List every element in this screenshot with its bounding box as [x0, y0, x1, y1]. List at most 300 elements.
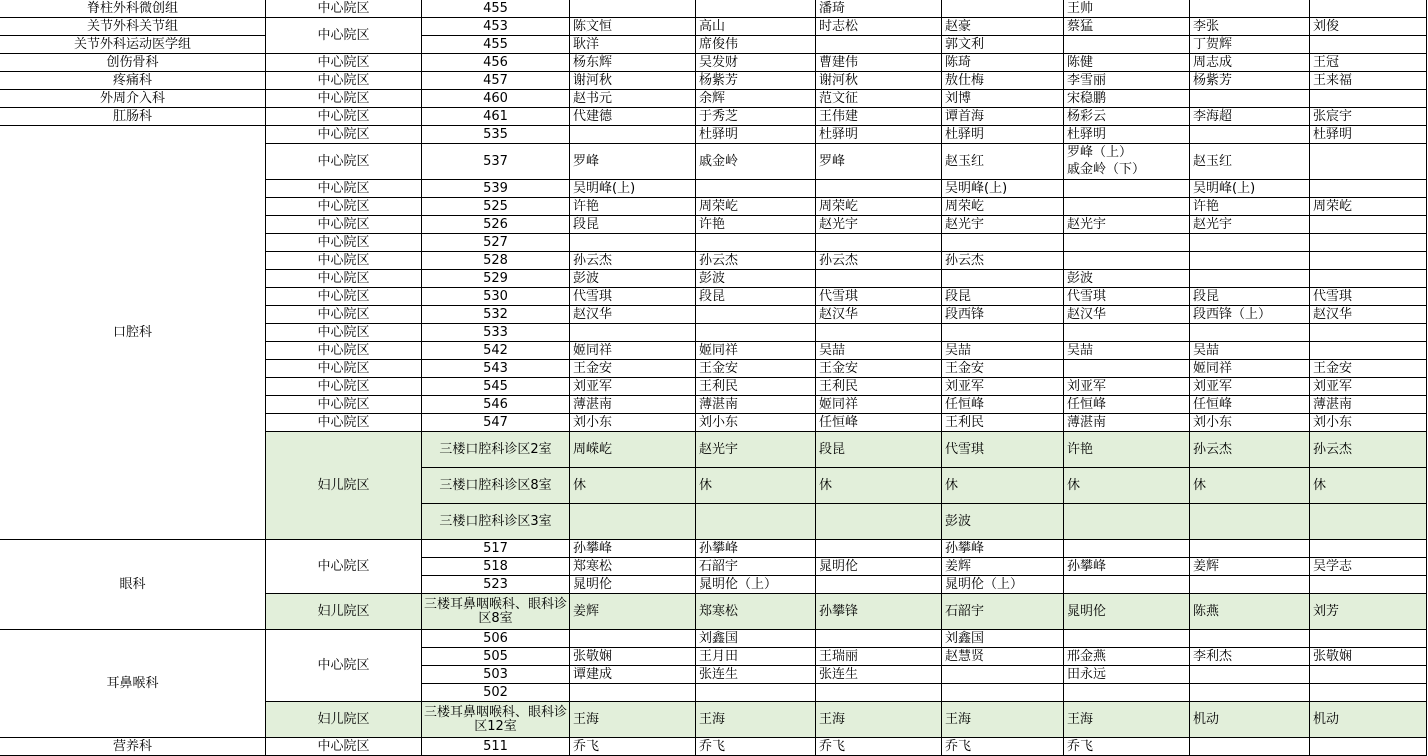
doctor-cell: 席俊伟	[696, 36, 816, 54]
campus-cell: 中心院区	[266, 216, 422, 234]
campus-cell: 中心院区	[266, 396, 422, 414]
department-cell: 肛肠科	[0, 108, 266, 126]
doctor-cell: 刘小东	[1310, 414, 1427, 432]
doctor-cell: 代雪琪	[816, 288, 942, 306]
doctor-cell: 王利民	[696, 378, 816, 396]
doctor-cell: 杜驿明	[816, 126, 942, 144]
doctor-cell: 段西锋	[942, 306, 1064, 324]
doctor-cell: 吴明峰(上)	[1190, 180, 1310, 198]
doctor-cell: 郑寒松	[570, 558, 696, 576]
doctor-cell: 杜驿明	[942, 126, 1064, 144]
doctor-cell: 谭建成	[570, 666, 696, 684]
doctor-cell: 机动	[1190, 702, 1310, 738]
doctor-cell: 吴喆	[1190, 342, 1310, 360]
doctor-cell	[1310, 324, 1427, 342]
doctor-cell	[1190, 630, 1310, 648]
doctor-cell: 孙云杰	[696, 252, 816, 270]
room-cell: 547	[422, 414, 570, 432]
doctor-cell: 刘亚军	[1310, 378, 1427, 396]
doctor-cell: 罗峰（上） 戚金岭（下）	[1064, 144, 1190, 180]
room-cell: 456	[422, 54, 570, 72]
doctor-cell: 郑寒松	[696, 594, 816, 630]
doctor-cell: 赵汉华	[816, 306, 942, 324]
doctor-cell: 孙云杰	[1310, 432, 1427, 468]
doctor-cell	[570, 126, 696, 144]
room-cell: 539	[422, 180, 570, 198]
room-cell: 525	[422, 198, 570, 216]
campus-cell: 中心院区	[266, 18, 422, 54]
doctor-cell: 杜驿明	[696, 126, 816, 144]
doctor-cell: 赵光宇	[816, 216, 942, 234]
doctor-cell	[1310, 684, 1427, 702]
doctor-cell: 赵光宇	[942, 216, 1064, 234]
doctor-cell: 孙云杰	[570, 252, 696, 270]
room-cell: 535	[422, 126, 570, 144]
doctor-cell	[942, 234, 1064, 252]
doctor-cell	[816, 630, 942, 648]
doctor-cell	[1190, 684, 1310, 702]
doctor-cell: 邢金燕	[1064, 648, 1190, 666]
doctor-cell	[1064, 252, 1190, 270]
doctor-cell: 代建德	[570, 108, 696, 126]
doctor-cell: 宋稳鹏	[1064, 90, 1190, 108]
doctor-cell	[1064, 324, 1190, 342]
doctor-cell	[1190, 738, 1310, 756]
room-cell: 518	[422, 558, 570, 576]
doctor-cell: 段昆	[1190, 288, 1310, 306]
doctor-cell: 任恒峰	[1064, 396, 1190, 414]
doctor-cell: 杜驿明	[1064, 126, 1190, 144]
room-cell: 545	[422, 378, 570, 396]
doctor-cell: 时志松	[816, 18, 942, 36]
doctor-cell	[570, 504, 696, 540]
doctor-cell: 段昆	[942, 288, 1064, 306]
doctor-cell	[1310, 144, 1427, 180]
doctor-cell: 吴喆	[816, 342, 942, 360]
department-cell: 关节外科运动医学组	[0, 36, 266, 54]
campus-cell: 中心院区	[266, 180, 422, 198]
doctor-cell	[696, 504, 816, 540]
doctor-cell	[1310, 738, 1427, 756]
doctor-cell: 李张	[1190, 18, 1310, 36]
doctor-cell: 代雪琪	[1064, 288, 1190, 306]
doctor-cell: 孙云杰	[942, 252, 1064, 270]
doctor-cell: 彭波	[696, 270, 816, 288]
doctor-cell: 罗峰	[816, 144, 942, 180]
doctor-cell: 蔡猛	[1064, 18, 1190, 36]
doctor-cell: 王海	[696, 702, 816, 738]
doctor-cell: 许艳	[1190, 198, 1310, 216]
doctor-cell: 休	[1310, 468, 1427, 504]
doctor-cell: 赵慧贤	[942, 648, 1064, 666]
doctor-cell: 曹建伟	[816, 54, 942, 72]
doctor-cell: 张宸宇	[1310, 108, 1427, 126]
doctor-cell: 刘小东	[570, 414, 696, 432]
doctor-cell: 刘鑫国	[696, 630, 816, 648]
doctor-cell	[816, 684, 942, 702]
doctor-cell	[942, 684, 1064, 702]
doctor-cell	[1190, 504, 1310, 540]
doctor-cell: 晁明伦	[1064, 594, 1190, 630]
doctor-cell: 孙攀峰	[942, 540, 1064, 558]
room-cell: 461	[422, 108, 570, 126]
doctor-cell	[1310, 270, 1427, 288]
doctor-cell: 吴明峰(上)	[942, 180, 1064, 198]
doctor-cell	[816, 180, 942, 198]
campus-cell: 中心院区	[266, 54, 422, 72]
doctor-cell: 休	[1064, 468, 1190, 504]
doctor-cell	[1310, 36, 1427, 54]
doctor-cell: 吴发财	[696, 54, 816, 72]
doctor-cell: 晁明伦	[816, 558, 942, 576]
doctor-cell: 乔飞	[816, 738, 942, 756]
doctor-cell: 许艳	[570, 198, 696, 216]
doctor-cell: 休	[696, 468, 816, 504]
doctor-cell: 乔飞	[942, 738, 1064, 756]
doctor-cell	[1310, 180, 1427, 198]
doctor-cell: 刘亚军	[1064, 378, 1190, 396]
doctor-cell	[696, 0, 816, 18]
doctor-cell: 赵豪	[942, 18, 1064, 36]
department-cell: 外周介入科	[0, 90, 266, 108]
doctor-cell: 谢河秋	[816, 72, 942, 90]
doctor-cell: 陈琦	[942, 54, 1064, 72]
doctor-cell: 石韶宇	[696, 558, 816, 576]
campus-cell: 中心院区	[266, 0, 422, 18]
room-cell: 523	[422, 576, 570, 594]
doctor-cell: 潘琦	[816, 0, 942, 18]
department-cell: 疼痛科	[0, 72, 266, 90]
room-cell: 460	[422, 90, 570, 108]
doctor-cell: 乔飞	[1064, 738, 1190, 756]
doctor-cell: 王月田	[696, 648, 816, 666]
room-cell: 517	[422, 540, 570, 558]
doctor-cell: 机动	[1310, 702, 1427, 738]
doctor-cell	[1190, 0, 1310, 18]
room-cell: 543	[422, 360, 570, 378]
campus-cell: 中心院区	[266, 360, 422, 378]
doctor-cell: 王海	[942, 702, 1064, 738]
doctor-cell	[1064, 360, 1190, 378]
doctor-cell: 晁明伦（上）	[696, 576, 816, 594]
doctor-cell	[1190, 234, 1310, 252]
doctor-cell: 任恒峰	[1190, 396, 1310, 414]
doctor-cell	[1310, 0, 1427, 18]
doctor-cell: 吴明峰(上)	[570, 180, 696, 198]
doctor-cell	[1064, 198, 1190, 216]
doctor-cell	[570, 630, 696, 648]
doctor-cell: 孙攀锋	[816, 594, 942, 630]
doctor-cell	[696, 324, 816, 342]
doctor-cell: 陈燕	[1190, 594, 1310, 630]
doctor-cell: 杨紫芳	[696, 72, 816, 90]
doctor-cell	[1310, 666, 1427, 684]
doctor-cell: 姬同祥	[696, 342, 816, 360]
campus-cell: 中心院区	[266, 108, 422, 126]
doctor-cell: 孙攀峰	[570, 540, 696, 558]
campus-cell: 妇儿院区	[266, 702, 422, 738]
department-cell: 创伤骨科	[0, 54, 266, 72]
campus-cell: 中心院区	[266, 90, 422, 108]
doctor-cell: 张敬娴	[1310, 648, 1427, 666]
doctor-cell	[942, 0, 1064, 18]
doctor-cell: 赵书元	[570, 90, 696, 108]
doctor-cell: 王金安	[696, 360, 816, 378]
doctor-cell: 田永远	[1064, 666, 1190, 684]
doctor-cell	[942, 324, 1064, 342]
doctor-cell: 刘亚军	[570, 378, 696, 396]
doctor-cell: 休	[942, 468, 1064, 504]
doctor-cell	[816, 234, 942, 252]
campus-cell: 中心院区	[266, 414, 422, 432]
department-cell: 脊柱外科微创组	[0, 0, 266, 18]
doctor-cell: 王金安	[942, 360, 1064, 378]
doctor-cell	[1064, 36, 1190, 54]
doctor-cell	[1190, 126, 1310, 144]
campus-cell: 中心院区	[266, 306, 422, 324]
doctor-cell: 代雪琪	[942, 432, 1064, 468]
room-cell: 527	[422, 234, 570, 252]
doctor-cell: 丁贺辉	[1190, 36, 1310, 54]
doctor-cell: 刘俊	[1310, 18, 1427, 36]
doctor-cell: 姬同祥	[816, 396, 942, 414]
doctor-cell	[816, 540, 942, 558]
room-cell: 546	[422, 396, 570, 414]
doctor-cell	[696, 180, 816, 198]
doctor-cell	[1190, 270, 1310, 288]
campus-cell: 中心院区	[266, 126, 422, 144]
doctor-cell	[942, 270, 1064, 288]
doctor-cell: 王冠	[1310, 54, 1427, 72]
doctor-cell	[570, 324, 696, 342]
doctor-cell: 李海超	[1190, 108, 1310, 126]
doctor-cell: 姜辉	[570, 594, 696, 630]
doctor-cell: 周荣屹	[1310, 198, 1427, 216]
doctor-cell: 许艳	[696, 216, 816, 234]
department-cell: 关节外科关节组	[0, 18, 266, 36]
doctor-cell: 周荣屹	[696, 198, 816, 216]
doctor-cell: 张连生	[696, 666, 816, 684]
doctor-cell: 赵光宇	[1190, 216, 1310, 234]
doctor-cell: 休	[570, 468, 696, 504]
doctor-cell: 周荣屹	[942, 198, 1064, 216]
room-cell: 505	[422, 648, 570, 666]
doctor-cell: 王海	[570, 702, 696, 738]
campus-cell: 中心院区	[266, 288, 422, 306]
doctor-cell: 王瑞丽	[816, 648, 942, 666]
doctor-cell: 段昆	[696, 288, 816, 306]
doctor-cell: 敖仕梅	[942, 72, 1064, 90]
doctor-cell: 乔飞	[570, 738, 696, 756]
doctor-cell: 代雪琪	[1310, 288, 1427, 306]
doctor-cell	[816, 576, 942, 594]
doctor-cell: 刘博	[942, 90, 1064, 108]
doctor-cell: 谭首海	[942, 108, 1064, 126]
campus-cell: 妇儿院区	[266, 432, 422, 540]
doctor-cell	[1310, 630, 1427, 648]
doctor-cell: 罗峰	[570, 144, 696, 180]
doctor-cell: 吴学志	[1310, 558, 1427, 576]
department-cell: 营养科	[0, 738, 266, 756]
doctor-cell: 王帅	[1064, 0, 1190, 18]
doctor-cell	[1190, 540, 1310, 558]
doctor-cell	[1310, 540, 1427, 558]
doctor-cell: 姬同祥	[570, 342, 696, 360]
doctor-cell: 余辉	[696, 90, 816, 108]
doctor-cell: 赵玉红	[1190, 144, 1310, 180]
doctor-cell: 姬同祥	[1190, 360, 1310, 378]
doctor-cell	[1310, 216, 1427, 234]
doctor-cell: 陈健	[1064, 54, 1190, 72]
doctor-cell: 彭波	[1064, 270, 1190, 288]
doctor-cell: 杜驿明	[1310, 126, 1427, 144]
campus-cell: 中心院区	[266, 342, 422, 360]
doctor-cell: 赵光宇	[696, 432, 816, 468]
campus-cell: 中心院区	[266, 252, 422, 270]
room-cell: 532	[422, 306, 570, 324]
doctor-cell: 晁明伦	[570, 576, 696, 594]
doctor-cell: 王金安	[1310, 360, 1427, 378]
room-cell: 457	[422, 72, 570, 90]
department-cell: 眼科	[0, 540, 266, 630]
room-cell: 三楼口腔科诊区2室	[422, 432, 570, 468]
doctor-cell	[816, 504, 942, 540]
doctor-cell: 孙攀峰	[1064, 558, 1190, 576]
room-cell: 526	[422, 216, 570, 234]
room-cell: 528	[422, 252, 570, 270]
campus-cell: 妇儿院区	[266, 594, 422, 630]
doctor-cell: 李利杰	[1190, 648, 1310, 666]
doctor-cell	[1310, 252, 1427, 270]
doctor-cell: 段西锋（上）	[1190, 306, 1310, 324]
doctor-cell: 刘小东	[696, 414, 816, 432]
doctor-cell	[1064, 684, 1190, 702]
doctor-cell: 薄湛南	[1064, 414, 1190, 432]
doctor-cell: 石韶宇	[942, 594, 1064, 630]
doctor-cell: 周嵘屹	[570, 432, 696, 468]
doctor-cell: 休	[816, 468, 942, 504]
doctor-cell	[1190, 324, 1310, 342]
doctor-cell: 赵玉红	[942, 144, 1064, 180]
room-cell: 533	[422, 324, 570, 342]
room-cell: 530	[422, 288, 570, 306]
doctor-cell: 休	[1190, 468, 1310, 504]
room-cell: 455	[422, 36, 570, 54]
campus-cell: 中心院区	[266, 72, 422, 90]
doctor-cell: 王利民	[816, 378, 942, 396]
department-cell: 耳鼻喉科	[0, 630, 266, 738]
doctor-cell: 任恒峰	[816, 414, 942, 432]
doctor-cell	[1190, 252, 1310, 270]
doctor-cell: 薄湛南	[570, 396, 696, 414]
doctor-cell: 戚金岭	[696, 144, 816, 180]
doctor-cell: 于秀芝	[696, 108, 816, 126]
doctor-cell: 李雪丽	[1064, 72, 1190, 90]
doctor-cell: 段昆	[570, 216, 696, 234]
doctor-cell: 王利民	[942, 414, 1064, 432]
doctor-cell: 吴喆	[1064, 342, 1190, 360]
doctor-cell	[1064, 234, 1190, 252]
doctor-cell: 刘鑫国	[942, 630, 1064, 648]
campus-cell: 中心院区	[266, 270, 422, 288]
doctor-cell: 任恒峰	[942, 396, 1064, 414]
doctor-cell: 代雪琪	[570, 288, 696, 306]
campus-cell: 中心院区	[266, 378, 422, 396]
doctor-cell	[1064, 540, 1190, 558]
doctor-cell: 刘芳	[1310, 594, 1427, 630]
doctor-cell: 杨彩云	[1064, 108, 1190, 126]
doctor-cell: 赵汉华	[570, 306, 696, 324]
doctor-cell: 段昆	[816, 432, 942, 468]
doctor-cell: 孙攀峰	[696, 540, 816, 558]
room-cell: 511	[422, 738, 570, 756]
doctor-cell: 许艳	[1064, 432, 1190, 468]
doctor-cell	[570, 0, 696, 18]
doctor-cell: 王伟建	[816, 108, 942, 126]
doctor-cell: 刘亚军	[1190, 378, 1310, 396]
doctor-cell: 赵汉华	[1310, 306, 1427, 324]
doctor-cell	[816, 324, 942, 342]
doctor-cell: 周志成	[1190, 54, 1310, 72]
campus-cell: 中心院区	[266, 324, 422, 342]
campus-cell: 中心院区	[266, 234, 422, 252]
room-cell: 529	[422, 270, 570, 288]
doctor-cell: 吴喆	[942, 342, 1064, 360]
doctor-cell: 高山	[696, 18, 816, 36]
doctor-cell: 孙云杰	[1190, 432, 1310, 468]
campus-cell: 中心院区	[266, 144, 422, 180]
doctor-cell	[570, 684, 696, 702]
doctor-cell: 耿洋	[570, 36, 696, 54]
doctor-cell: 张连生	[816, 666, 942, 684]
doctor-cell: 刘小东	[1190, 414, 1310, 432]
doctor-cell: 晁明伦（上）	[942, 576, 1064, 594]
doctor-cell: 彭波	[570, 270, 696, 288]
doctor-cell: 赵光宇	[1064, 216, 1190, 234]
doctor-cell	[1310, 342, 1427, 360]
room-cell: 三楼口腔科诊区3室	[422, 504, 570, 540]
doctor-cell	[1190, 576, 1310, 594]
doctor-cell: 王金安	[570, 360, 696, 378]
doctor-cell: 赵汉华	[1064, 306, 1190, 324]
room-cell: 455	[422, 0, 570, 18]
doctor-cell	[1310, 504, 1427, 540]
doctor-cell: 王来福	[1310, 72, 1427, 90]
doctor-cell: 张敬娴	[570, 648, 696, 666]
doctor-cell: 姜辉	[1190, 558, 1310, 576]
room-cell: 502	[422, 684, 570, 702]
doctor-cell	[1310, 576, 1427, 594]
doctor-cell: 薄湛南	[696, 396, 816, 414]
doctor-cell: 郭文利	[942, 36, 1064, 54]
doctor-cell: 谢河秋	[570, 72, 696, 90]
room-cell: 503	[422, 666, 570, 684]
doctor-cell	[816, 270, 942, 288]
doctor-cell	[1064, 576, 1190, 594]
doctor-cell	[570, 234, 696, 252]
doctor-cell: 王海	[816, 702, 942, 738]
department-cell: 口腔科	[0, 126, 266, 540]
doctor-cell	[942, 666, 1064, 684]
campus-cell: 中心院区	[266, 540, 422, 594]
room-cell: 453	[422, 18, 570, 36]
room-cell: 三楼耳鼻咽喉科、眼科诊区12室	[422, 702, 570, 738]
doctor-cell	[1064, 630, 1190, 648]
doctor-cell	[1310, 234, 1427, 252]
doctor-cell: 王金安	[816, 360, 942, 378]
doctor-cell	[696, 684, 816, 702]
room-cell: 506	[422, 630, 570, 648]
